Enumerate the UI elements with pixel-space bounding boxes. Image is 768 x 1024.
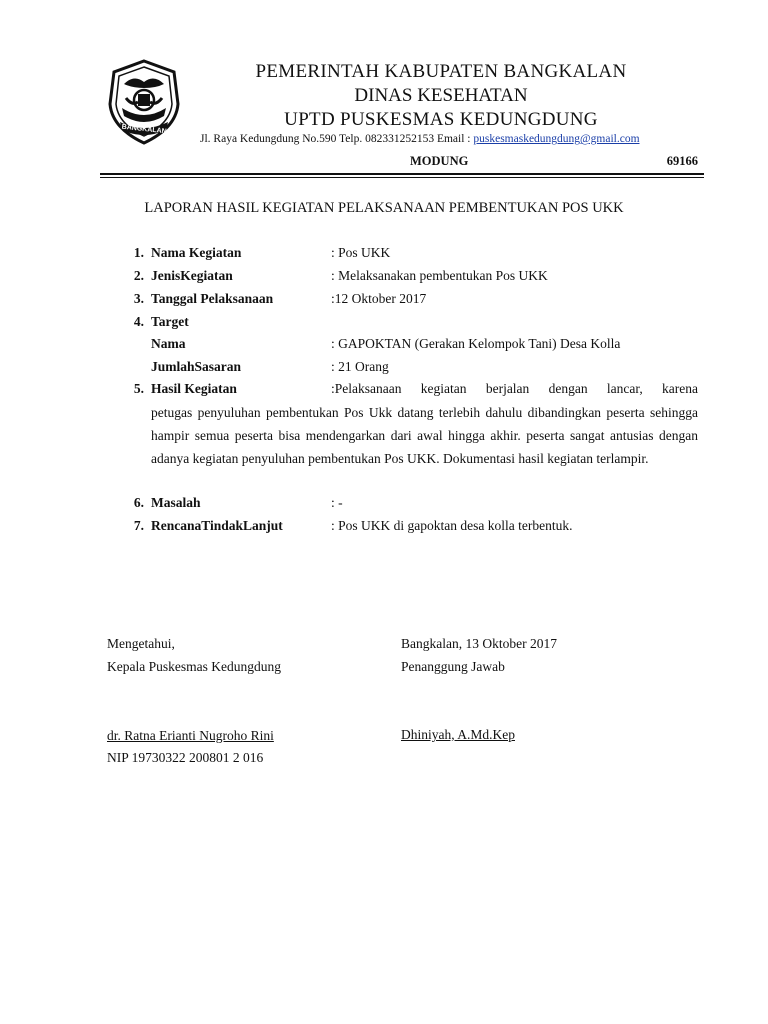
item-sublabel: Nama xyxy=(151,336,186,351)
address-text: Jl. Raya Kedungdung No.590 Telp. 082331252153 Email : xyxy=(200,133,474,145)
header-postal-code: 69166 xyxy=(666,154,698,168)
item-value: : Melaksanakan pembentukan Pos UKK xyxy=(331,268,548,283)
emblem-icon xyxy=(104,58,184,146)
item-label: JenisKegiatan xyxy=(151,268,233,283)
item-number: 2. xyxy=(133,268,144,283)
item-value: : - xyxy=(331,495,343,510)
item-number: 4. xyxy=(133,314,144,329)
item-label: Target xyxy=(151,314,189,329)
item-value: : Pos UKK di gapoktan desa kolla terbentuk. xyxy=(331,518,573,533)
sig-left-nip: NIP 19730322 200801 2 016 xyxy=(107,750,264,765)
item-number: 3. xyxy=(133,291,144,306)
sig-left-position: Kepala Puskesmas Kedungdung xyxy=(107,659,281,674)
item-label: Nama Kegiatan xyxy=(151,245,242,260)
item-value: : Pos UKK xyxy=(331,245,391,260)
header-government: PEMERINTAH KABUPATEN BANGKALAN xyxy=(255,61,627,82)
item-label: Masalah xyxy=(151,495,201,510)
logo-text: BANGKALAN xyxy=(121,123,167,136)
item-value: :12 Oktober 2017 xyxy=(331,291,427,306)
header-divider-thick xyxy=(100,173,704,175)
sig-left-acknowledge: Mengetahui, xyxy=(107,636,175,651)
item-number: 6. xyxy=(133,495,144,510)
item-label: RencanaTindakLanjut xyxy=(151,518,283,533)
header-address xyxy=(200,133,640,145)
email-link[interactable]: puskesmaskedungdung@gmail.com xyxy=(473,133,640,145)
item-number: 5. xyxy=(133,381,144,396)
hasil-kegiatan-paragraph: petugas penyuluhan pembentukan Pos Ukk datang terlebih dahulu dibandingkan peserta sehingga hampir semua peserta bisa mendengarkan dari awal hingga akhir. peserta sangat antusias dengan adanya kegiatan penyuluhan pembentukan Pos UKK. Dokumentasi hasil kegiatan terlampir. xyxy=(151,405,698,466)
header-divider-thin xyxy=(100,177,704,178)
header-puskesmas: UPTD PUSKESMAS KEDUNGDUNG xyxy=(284,109,598,130)
sig-left-name: dr. Ratna Erianti Nugroho Rini xyxy=(107,728,274,743)
item-label: Tanggal Pelaksanaan xyxy=(151,291,274,306)
item-number: 7. xyxy=(133,518,144,533)
item-value: :Pelaksanaan kegiatan berjalan dengan lancar, karena xyxy=(331,381,698,396)
sig-right-position: Penanggung Jawab xyxy=(401,659,505,674)
sig-right-name: Dhiniyah, A.Md.Kep xyxy=(401,727,515,742)
item-sublabel: JumlahSasaran xyxy=(151,359,242,374)
header-department: DINAS KESEHATAN xyxy=(354,85,528,106)
sig-right-date: Bangkalan, 13 Oktober 2017 xyxy=(401,636,557,651)
header-city: MODUNG xyxy=(410,154,469,168)
item-value: : GAPOKTAN (Gerakan Kelompok Tani) Desa Kolla xyxy=(331,336,621,351)
report-title: LAPORAN HASIL KEGIATAN PELAKSANAAN PEMBENTUKAN POS UKK xyxy=(144,200,624,216)
item-label: Hasil Kegiatan xyxy=(151,381,237,396)
item-value: : 21 Orang xyxy=(331,359,389,374)
bangkalan-emblem-logo xyxy=(104,58,184,146)
item-number: 1. xyxy=(133,245,144,260)
